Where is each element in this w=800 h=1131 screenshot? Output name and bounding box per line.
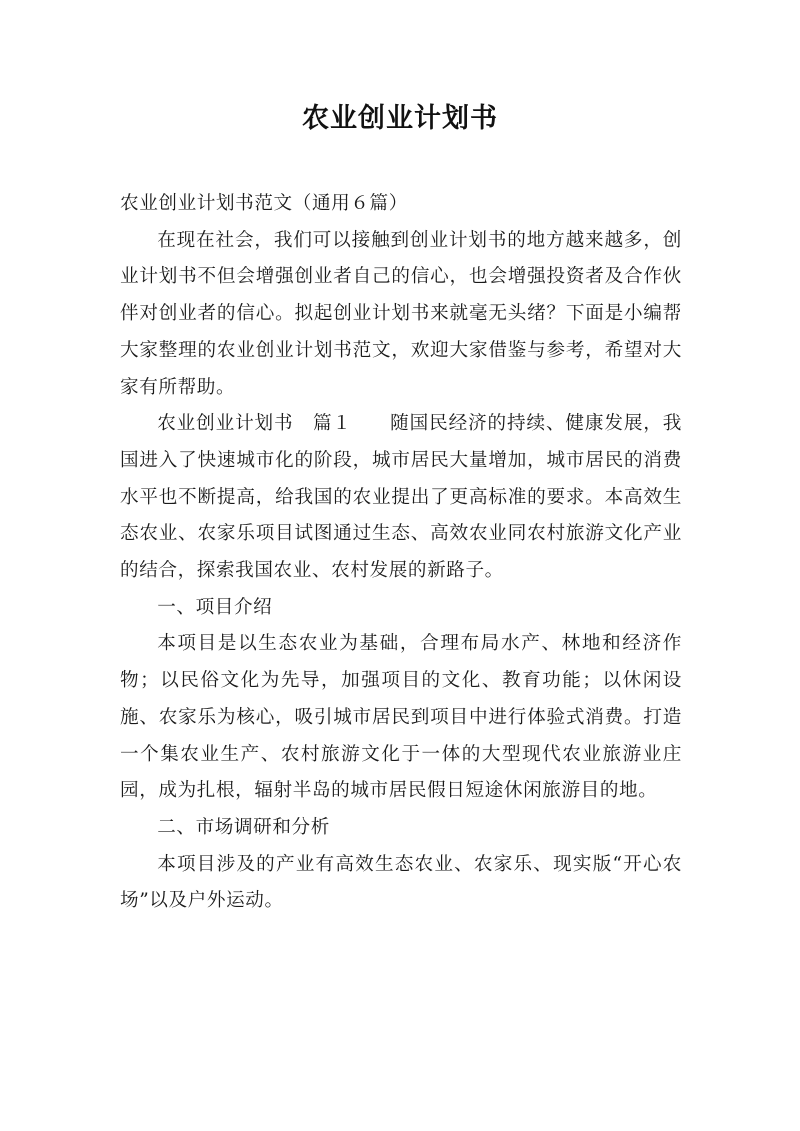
section-1-paragraph: 本项目是以生态农业为基础，合理布局水产、林地和经济作物；以民俗文化为先导，加强项目的文化、教育功能；以休闲设施、农家乐为核心，吸引城市居民到项目中进行体验式消费。打造一个集农业生产、农村旅游文化于一体的大型现代农业旅游业庄园，成为扎根，辐射半岛的城市居民假日短途休闲旅游目的地。 — [120, 633, 682, 802]
chapter-1-paragraph — [120, 406, 682, 590]
document-subtitle: 农业创业计划书范文（通用６篇） — [120, 193, 408, 214]
chapter-1-text: 随国民经济的持续、健康发展，我国进入了快速城市化的阶段，城市居民大量增加，城市居民的消费水平也不断提高，给我国的农业提出了更高标准的要求。本高效生态农业、农家乐项目试图通过生态、高效农业同农村旅游文化产业的结合，探索我国农业、农村发展的新路子。 — [120, 413, 682, 582]
section-1-heading: 一、项目介绍 — [157, 596, 273, 618]
intro-paragraph: 在现在社会，我们可以接触到创业计划书的地方越来越多，创业计划书不但会增强创业者自己的信心，也会增强投资者及合作伙伴对创业者的信心。拟起创业计划书来就毫无头绪？下面是小编帮大家整理的农业创业计划书范文，欢迎大家借鉴与参考，希望对大家有所帮助。 — [120, 229, 682, 398]
section-2-paragraph: 本项目涉及的产业有高效生态农业、农家乐、现实版“开心农场”以及户外运动。 — [120, 853, 682, 912]
document-body — [120, 186, 682, 920]
section-2-heading: 二、市场调研和分析 — [157, 816, 330, 838]
chapter-1-heading: 农业创业计划书 篇１ — [157, 413, 352, 435]
document-title: 农业创业计划书 — [302, 103, 498, 134]
